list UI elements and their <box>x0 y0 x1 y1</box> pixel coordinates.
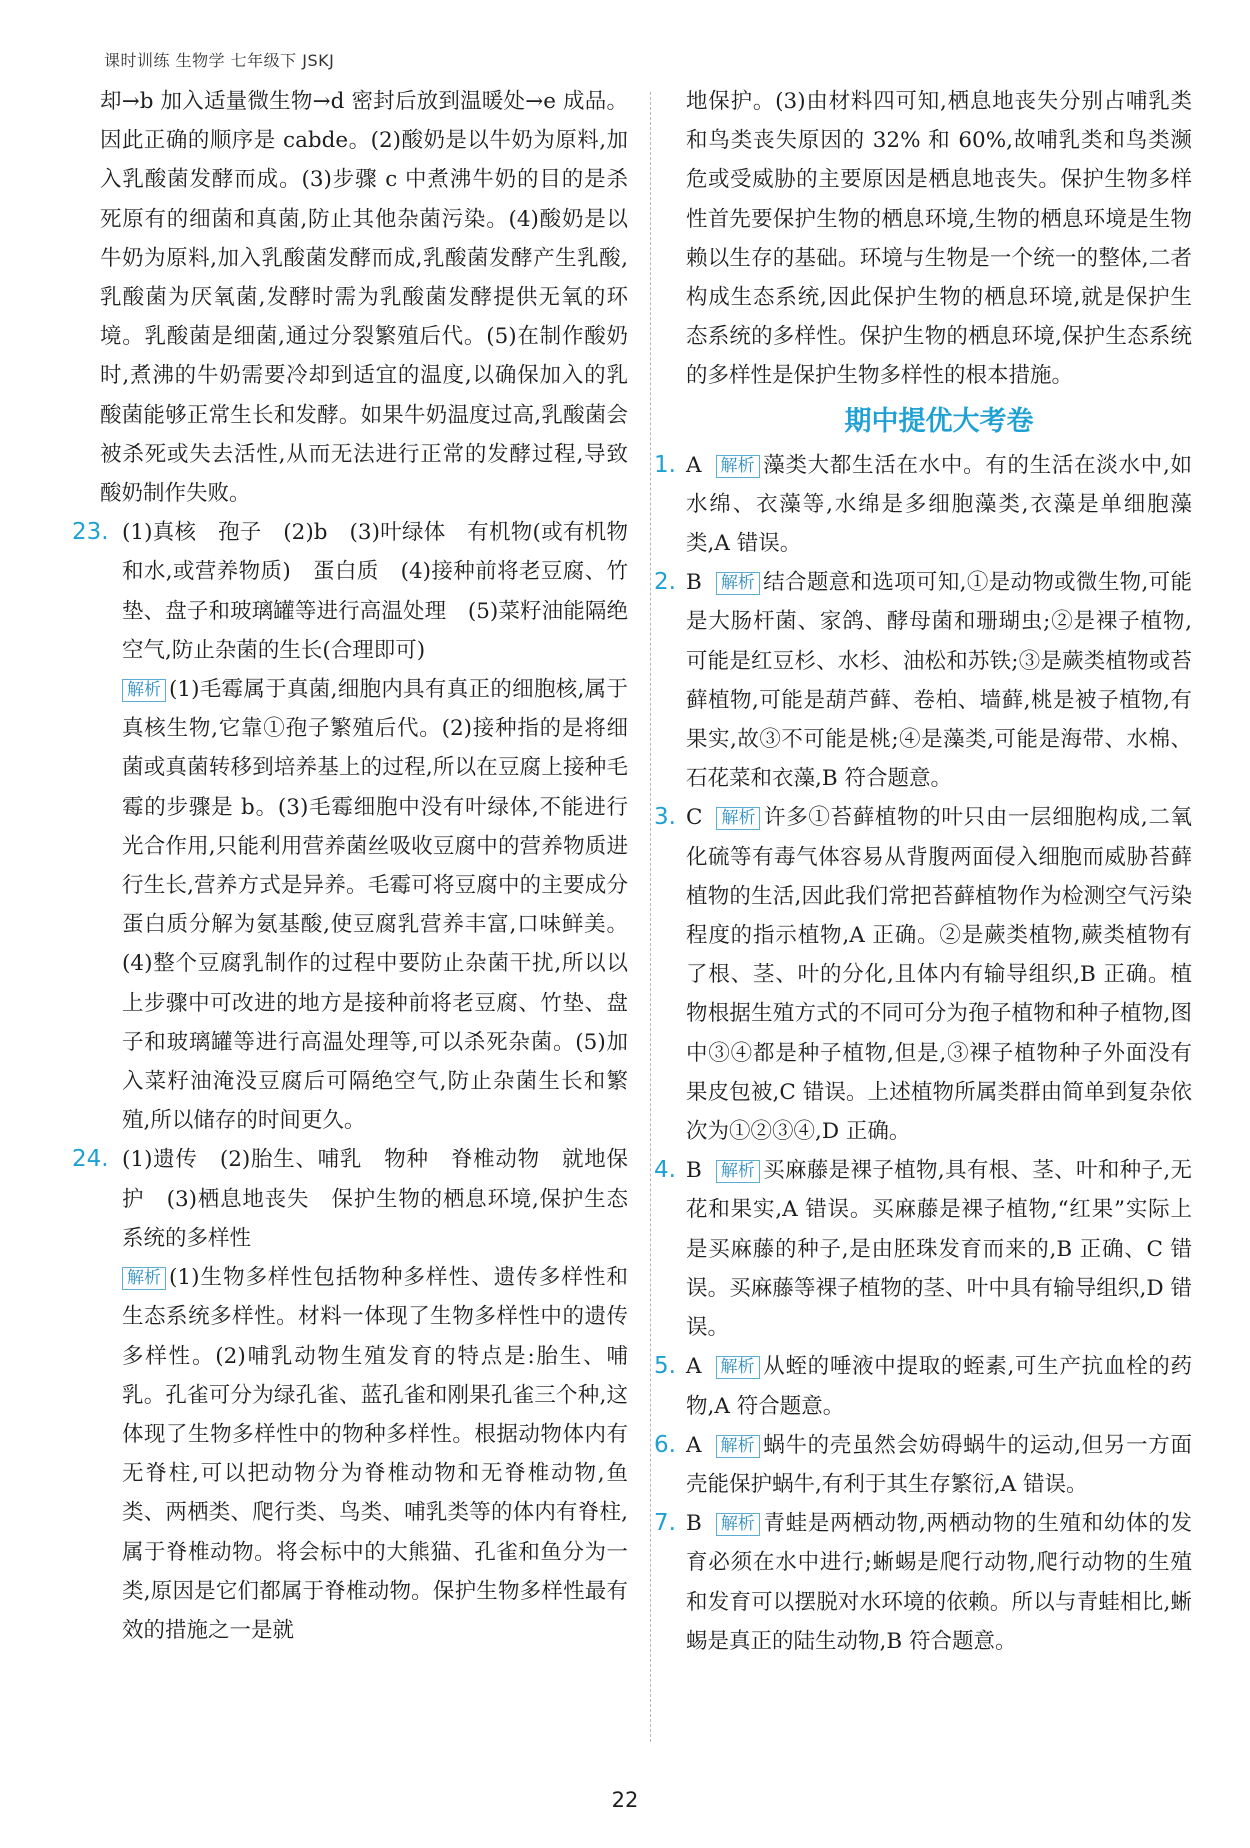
analysis-text: 青蛙是两栖动物,两栖动物的生殖和幼体的发育必须在水中进行;蜥蜴是爬行动物,爬行动物的生殖和发育可以摆脱对水环境的依赖。所以与青蛙相比,蜥蜴是真正的陆生动物,B 符合题意。 <box>686 1511 1192 1654</box>
item-answer: (1)遗传 (2)胎生、哺乳 物种 脊椎动物 就地保护 (3)栖息地丧失 保护生物的栖息环境,保护生态系统的多样性 <box>122 1147 628 1251</box>
item-analysis <box>122 670 628 1140</box>
item-number: 6. <box>654 1431 676 1458</box>
item-number: 2. <box>654 569 676 596</box>
item-answer: C <box>686 805 703 831</box>
page-header: 课时训练 生物学 七年级下 JSKJ <box>104 51 335 70</box>
analysis-tag: 解析 <box>716 1513 760 1536</box>
analysis-tag: 解析 <box>716 807 760 830</box>
column-divider <box>650 92 651 1742</box>
answer-item-7 <box>654 1504 1192 1661</box>
page-number: 22 <box>611 1788 639 1812</box>
answer-item-24 <box>72 1140 628 1650</box>
analysis-tag: 解析 <box>122 1267 166 1290</box>
answer-item-1 <box>654 446 1192 564</box>
item-analysis <box>122 1258 628 1650</box>
analysis-tag: 解析 <box>716 1160 760 1183</box>
item-number: 5. <box>654 1353 676 1380</box>
answer-item-5 <box>654 1347 1192 1425</box>
analysis-tag: 解析 <box>716 455 760 478</box>
analysis-tag: 解析 <box>716 1356 760 1379</box>
section-title: 期中提优大考卷 <box>844 405 1034 437</box>
item-answer: (1)真核 孢子 (2)b (3)叶绿体 有机物(或有机物和水,或营养物质) 蛋白质 (4)接种前将老豆腐、竹垫、盘子和玻璃罐等进行高温处理 (5)菜籽油能隔绝空气,防止杂菌的生长(合理即可) <box>122 520 628 663</box>
analysis-tag: 解析 <box>122 679 166 702</box>
item-answer: B <box>686 1158 702 1184</box>
right-intro-text: 地保护。(3)由材料四可知,栖息地丧失分别占哺乳类和鸟类丧失原因的 32% 和 60%,故哺乳类和鸟类濒危或受威胁的主要原因是栖息地丧失。保护生物多样性首先要保护生物的栖息环境,生物的栖息环境是生物赖以生存的基础。环境与生物是一个统一的整体,二者构成生态系统,因此保护生物的栖息环境,就是保护生态系统的多样性。保护生物的栖息环境,保护生态系统的多样性是保护生物多样性的根本措施。 <box>686 89 1192 389</box>
analysis-tag: 解析 <box>716 1435 760 1458</box>
analysis-text: 许多①苔藓植物的叶只由一层细胞构成,二氧化硫等有毒气体容易从背腹两面侵入细胞而威胁苔藓植物的生活,因此我们常把苔藓植物作为检测空气污染程度的指示植物,A 正确。②是蕨类植物,蕨类植物有了根、茎、叶的分化,且体内有输导组织,B 正确。植物根据生殖方式的不同可分为孢子植物和种子植物,图中③④都是种子植物,但是,③裸子植物种子外面没有果皮包被,C 错误。上述植物所属类群由简单到复杂依次为①②③④,D 正确。 <box>686 805 1192 1145</box>
item-number: 4. <box>654 1157 676 1184</box>
analysis-text: 蜗牛的壳虽然会妨碍蜗牛的运动,但另一方面壳能保护蜗牛,有利于其生存繁衍,A 错误。 <box>686 1432 1192 1497</box>
analysis-text: 藻类大都生活在水中。有的生活在淡水中,如水绵、衣藻等,水绵是多细胞藻类,衣藻是单细胞藻类,A 错误。 <box>686 452 1192 557</box>
item-number: 23. <box>72 519 109 546</box>
item-answer: A <box>686 1354 702 1380</box>
item-answer: B <box>686 570 702 596</box>
analysis-text: 结合题意和选项可知,①是动物或微生物,可能是大肠杆菌、家鸽、酵母菌和珊瑚虫;②是裸子植物,可能是红豆杉、水杉、油松和苏铁;③是蕨类植物或苔藓植物,可能是葫芦藓、卷柏、墙藓,桃是被子植物,有果实,故③不可能是桃;④是藻类,可能是海带、水棉、石花菜和衣藻,B 符合题意。 <box>686 570 1192 792</box>
left-column <box>72 82 628 1650</box>
analysis-text: (1)毛霉属于真菌,细胞内具有真正的细胞核,属于真核生物,它靠①孢子繁殖后代。(2)接种指的是将细菌或真菌转移到培养基上的过程,所以在豆腐上接种毛霉的步骤是 b。(3)毛霉细胞中没有叶绿体,不能进行光合作用,只能利用营养菌丝吸收豆腐中的营养物质进行生长,营养方式是异养。毛霉可将豆腐中的主要成分蛋白质分解为氨基酸,使豆腐乳营养丰富,口味鲜美。(4)整个豆腐乳制作的过程中要防止杂菌干扰,所以以上步骤中可改进的地方是接种前将老豆腐、竹垫、盘子和玻璃罐等进行高温处理等,可以杀死杂菌。(5)加入菜籽油淹没豆腐后可隔绝空气,防止杂菌生长和繁殖,所以储存的时间更久。 <box>122 677 628 1134</box>
analysis-text: 从蛭的唾液中提取的蛭素,可生产抗血栓的药物,A 符合题意。 <box>686 1354 1192 1419</box>
right-column <box>654 82 1192 1661</box>
answer-item-6 <box>654 1426 1192 1504</box>
answer-item-23 <box>72 513 628 1140</box>
item-answer: A <box>686 452 702 478</box>
analysis-tag: 解析 <box>716 572 760 595</box>
item-number: 1. <box>654 451 676 478</box>
left-intro-text: 却→b 加入适量微生物→d 密封后放到温暖处→e 成品。因此正确的顺序是 cabde。(2)酸奶是以牛奶为原料,加入乳酸菌发酵而成。(3)步骤 c 中煮沸牛奶的目的是杀死原有的细菌和真菌,防止其他杂菌污染。(4)酸奶是以牛奶为原料,加入乳酸菌发酵而成,乳酸菌发酵产生乳酸,乳酸菌为厌氧菌,发酵时需为乳酸菌发酵提供无氧的环境。乳酸菌是细菌,通过分裂繁殖后代。(5)在制作酸奶时,煮沸的牛奶需要冷却到适宜的温度,以确保加入的乳酸菌能够正常生长和发酵。如果牛奶温度过高,乳酸菌会被杀死或失去活性,从而无法进行正常的发酵过程,导致酸奶制作失败。 <box>100 89 628 507</box>
item-answer: B <box>686 1511 702 1537</box>
item-number: 24. <box>72 1146 109 1173</box>
answer-item-4 <box>654 1151 1192 1347</box>
item-number: 7. <box>654 1510 676 1537</box>
item-answer: A <box>686 1432 702 1458</box>
analysis-text: (1)生物多样性包括物种多样性、遗传多样性和生态系统多样性。材料一体现了生物多样性中的遗传多样性。(2)哺乳动物生殖发育的特点是:胎生、哺乳。孔雀可分为绿孔雀、蓝孔雀和刚果孔雀三个种,这体现了生物多样性中的物种多样性。根据动物体内有无脊柱,可以把动物分为脊椎动物和无脊椎动物,鱼类、两栖类、爬行类、鸟类、哺乳类等的体内有脊柱,属于脊椎动物。将会标中的大熊猫、孔雀和鱼分为一类,原因是它们都属于脊椎动物。保护生物多样性最有效的措施之一是就 <box>122 1265 628 1643</box>
answer-item-3 <box>654 798 1192 1151</box>
answer-item-2 <box>654 563 1192 798</box>
analysis-text: 买麻藤是裸子植物,具有根、茎、叶和种子,无花和果实,A 错误。买麻藤是裸子植物,“红果”实际上是买麻藤的种子,是由胚珠发育而来的,B 正确、C 错误。买麻藤等裸子植物的茎、叶中具有输导组织,D 错误。 <box>686 1158 1192 1341</box>
item-number: 3. <box>654 804 676 831</box>
